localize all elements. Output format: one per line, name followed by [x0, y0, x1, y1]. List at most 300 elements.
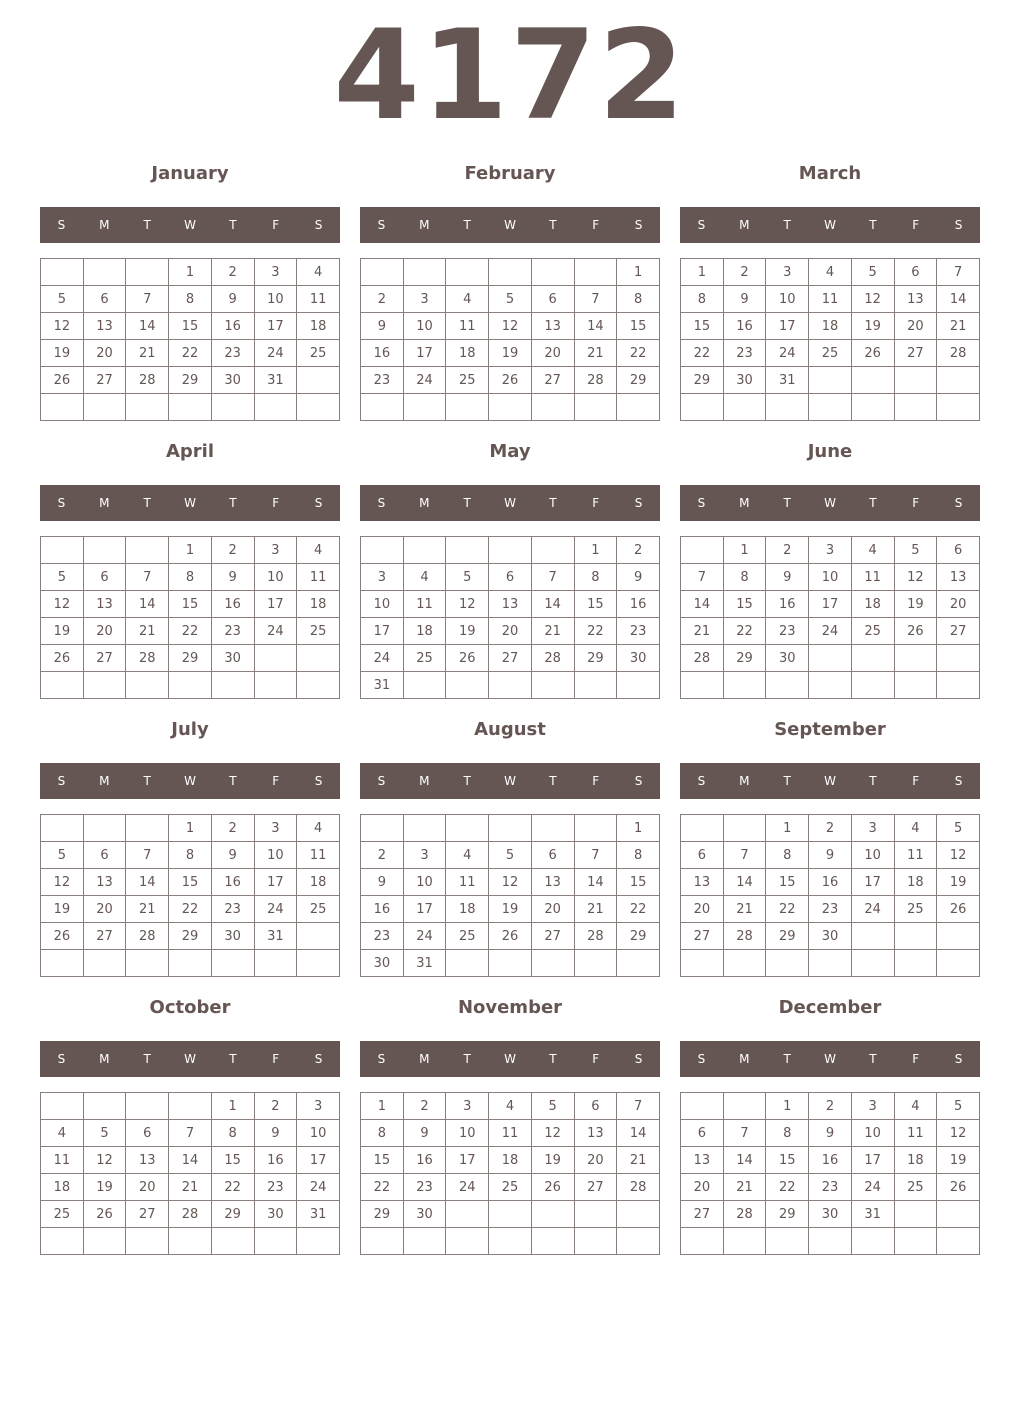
day-cell: 3 — [766, 259, 809, 286]
day-cell: 18 — [809, 313, 852, 340]
day-cell: 28 — [574, 367, 617, 394]
day-cell: 6 — [83, 286, 126, 313]
day-cell: 14 — [681, 591, 724, 618]
day-cell: 24 — [851, 896, 894, 923]
day-cell: 27 — [681, 923, 724, 950]
weekday-header: T — [783, 496, 791, 510]
day-cell: 28 — [937, 340, 980, 367]
empty-day-cell — [681, 672, 724, 699]
empty-day-cell — [809, 645, 852, 672]
day-cell: 30 — [211, 367, 254, 394]
day-cell: 27 — [83, 645, 126, 672]
day-cell: 29 — [361, 1201, 404, 1228]
empty-day-cell — [446, 1228, 489, 1255]
day-cell: 6 — [681, 1120, 724, 1147]
empty-day-cell — [361, 1228, 404, 1255]
day-cell: 7 — [574, 842, 617, 869]
day-cell: 2 — [809, 815, 852, 842]
day-cell: 27 — [489, 645, 532, 672]
day-cell: 4 — [446, 842, 489, 869]
day-cell: 2 — [723, 259, 766, 286]
day-cell: 12 — [489, 313, 532, 340]
weekday-header: T — [549, 218, 557, 232]
day-cell: 14 — [574, 869, 617, 896]
day-cell: 27 — [681, 1201, 724, 1228]
day-cell: 19 — [851, 313, 894, 340]
weekday-header-bar — [40, 763, 340, 799]
day-cell: 18 — [403, 618, 446, 645]
weekday-header: M — [419, 1052, 430, 1066]
day-cell: 2 — [766, 537, 809, 564]
day-cell: 21 — [531, 618, 574, 645]
day-cell: 27 — [531, 367, 574, 394]
empty-day-cell — [83, 1228, 126, 1255]
week-row — [361, 1147, 660, 1174]
day-cell: 29 — [169, 367, 212, 394]
weekday-header: F — [912, 774, 920, 788]
day-cell: 8 — [574, 564, 617, 591]
day-cell: 1 — [361, 1093, 404, 1120]
weekday-header: S — [57, 496, 66, 510]
week-row — [361, 1201, 660, 1228]
day-cell: 21 — [937, 313, 980, 340]
empty-day-cell — [851, 950, 894, 977]
day-cell: 26 — [489, 367, 532, 394]
weekday-header: T — [869, 774, 877, 788]
day-cell: 18 — [297, 869, 340, 896]
day-cell: 4 — [894, 1093, 937, 1120]
empty-day-cell — [489, 1228, 532, 1255]
weekday-header: T — [783, 1052, 791, 1066]
empty-day-cell — [574, 1228, 617, 1255]
day-cell: 13 — [681, 1147, 724, 1174]
day-cell: 17 — [403, 340, 446, 367]
empty-day-cell — [531, 672, 574, 699]
day-cell: 10 — [851, 842, 894, 869]
day-grid — [680, 536, 980, 699]
month-june — [680, 436, 980, 704]
day-cell: 26 — [851, 340, 894, 367]
day-cell: 2 — [617, 537, 660, 564]
day-cell: 15 — [766, 1147, 809, 1174]
empty-day-cell — [489, 815, 532, 842]
day-cell: 16 — [361, 340, 404, 367]
day-cell: 21 — [574, 896, 617, 923]
empty-day-cell — [681, 950, 724, 977]
day-cell: 27 — [937, 618, 980, 645]
day-cell: 1 — [617, 815, 660, 842]
empty-day-cell — [169, 672, 212, 699]
empty-day-cell — [211, 394, 254, 421]
empty-day-cell — [531, 1201, 574, 1228]
day-cell: 6 — [574, 1093, 617, 1120]
day-cell: 25 — [446, 923, 489, 950]
week-row — [41, 1174, 340, 1201]
weekday-header: W — [824, 496, 836, 510]
week-row — [681, 815, 980, 842]
day-cell: 29 — [574, 645, 617, 672]
day-cell: 23 — [361, 367, 404, 394]
empty-day-cell — [489, 672, 532, 699]
day-cell: 7 — [126, 286, 169, 313]
day-cell: 24 — [446, 1174, 489, 1201]
day-cell: 3 — [809, 537, 852, 564]
weekday-header: T — [463, 1052, 471, 1066]
day-cell: 7 — [169, 1120, 212, 1147]
day-cell: 29 — [681, 367, 724, 394]
week-row — [681, 537, 980, 564]
day-cell: 17 — [851, 1147, 894, 1174]
day-cell: 23 — [211, 340, 254, 367]
weekday-header: S — [57, 1052, 66, 1066]
day-cell: 20 — [937, 591, 980, 618]
empty-day-cell — [446, 537, 489, 564]
month-march — [680, 158, 980, 426]
empty-day-cell — [41, 950, 84, 977]
empty-day-cell — [894, 367, 937, 394]
day-cell: 7 — [574, 286, 617, 313]
empty-day-cell — [211, 1228, 254, 1255]
day-cell: 18 — [297, 591, 340, 618]
weekday-header: F — [592, 1052, 600, 1066]
empty-day-cell — [809, 950, 852, 977]
empty-day-cell — [937, 950, 980, 977]
empty-day-cell — [937, 923, 980, 950]
empty-day-cell — [894, 1201, 937, 1228]
empty-day-cell — [851, 923, 894, 950]
empty-day-cell — [766, 950, 809, 977]
empty-day-cell — [851, 1228, 894, 1255]
day-cell: 6 — [894, 259, 937, 286]
day-cell: 26 — [83, 1201, 126, 1228]
day-cell: 10 — [254, 286, 297, 313]
weekday-header: T — [869, 496, 877, 510]
empty-day-cell — [937, 367, 980, 394]
day-cell: 28 — [617, 1174, 660, 1201]
day-cell: 28 — [681, 645, 724, 672]
month-december — [680, 992, 980, 1260]
week-row — [361, 394, 660, 421]
day-cell: 31 — [297, 1201, 340, 1228]
empty-day-cell — [126, 950, 169, 977]
week-row — [681, 591, 980, 618]
day-grid — [360, 258, 660, 421]
day-cell: 14 — [937, 286, 980, 313]
day-cell: 21 — [574, 340, 617, 367]
day-cell: 5 — [489, 286, 532, 313]
week-row — [361, 869, 660, 896]
weekday-header-bar — [40, 207, 340, 243]
weekday-header: S — [954, 496, 963, 510]
day-cell: 10 — [254, 564, 297, 591]
empty-day-cell — [403, 259, 446, 286]
day-cell: 3 — [361, 564, 404, 591]
day-cell: 8 — [617, 842, 660, 869]
week-row — [41, 313, 340, 340]
day-cell: 15 — [681, 313, 724, 340]
day-cell: 15 — [574, 591, 617, 618]
day-cell: 19 — [446, 618, 489, 645]
day-cell: 19 — [531, 1147, 574, 1174]
day-cell: 24 — [254, 340, 297, 367]
day-cell: 19 — [894, 591, 937, 618]
day-cell: 5 — [851, 259, 894, 286]
week-row — [361, 340, 660, 367]
day-cell: 4 — [809, 259, 852, 286]
weekday-header: F — [272, 1052, 280, 1066]
day-cell: 4 — [446, 286, 489, 313]
day-cell: 8 — [723, 564, 766, 591]
day-cell: 13 — [937, 564, 980, 591]
day-cell: 27 — [894, 340, 937, 367]
empty-day-cell — [361, 394, 404, 421]
empty-day-cell — [766, 1228, 809, 1255]
day-cell: 26 — [531, 1174, 574, 1201]
weekday-header: T — [143, 218, 151, 232]
week-row — [681, 618, 980, 645]
day-cell: 21 — [126, 340, 169, 367]
weekday-header-bar — [680, 485, 980, 521]
day-cell: 21 — [126, 618, 169, 645]
day-cell: 31 — [766, 367, 809, 394]
week-row — [361, 537, 660, 564]
day-cell: 22 — [766, 1174, 809, 1201]
day-cell: 20 — [83, 896, 126, 923]
day-cell: 18 — [851, 591, 894, 618]
empty-day-cell — [126, 1228, 169, 1255]
day-cell: 13 — [489, 591, 532, 618]
months-grid — [40, 158, 980, 1260]
empty-day-cell — [851, 672, 894, 699]
week-row — [41, 1228, 340, 1255]
week-row — [681, 672, 980, 699]
day-cell: 20 — [681, 1174, 724, 1201]
empty-day-cell — [531, 1228, 574, 1255]
day-cell: 15 — [169, 313, 212, 340]
day-cell: 23 — [723, 340, 766, 367]
weekday-header: F — [592, 496, 600, 510]
day-cell: 22 — [169, 618, 212, 645]
week-row — [41, 815, 340, 842]
day-cell: 13 — [83, 591, 126, 618]
day-cell: 15 — [617, 869, 660, 896]
day-cell: 5 — [937, 1093, 980, 1120]
empty-day-cell — [681, 394, 724, 421]
weekday-header-bar — [40, 485, 340, 521]
day-cell: 10 — [446, 1120, 489, 1147]
week-row — [41, 923, 340, 950]
day-cell: 17 — [403, 896, 446, 923]
day-cell: 14 — [723, 1147, 766, 1174]
day-cell: 6 — [531, 842, 574, 869]
empty-day-cell — [617, 1201, 660, 1228]
week-row — [41, 340, 340, 367]
day-cell: 13 — [531, 869, 574, 896]
empty-day-cell — [617, 394, 660, 421]
day-cell: 16 — [766, 591, 809, 618]
day-cell: 28 — [169, 1201, 212, 1228]
day-cell: 20 — [894, 313, 937, 340]
empty-day-cell — [937, 394, 980, 421]
weekday-header: S — [954, 1052, 963, 1066]
day-cell: 4 — [41, 1120, 84, 1147]
day-cell: 1 — [766, 1093, 809, 1120]
day-cell: 26 — [489, 923, 532, 950]
day-cell: 21 — [681, 618, 724, 645]
day-cell: 23 — [809, 1174, 852, 1201]
day-cell: 3 — [254, 537, 297, 564]
day-cell: 7 — [723, 842, 766, 869]
day-cell: 5 — [937, 815, 980, 842]
day-cell: 9 — [766, 564, 809, 591]
week-row — [361, 313, 660, 340]
day-cell: 11 — [297, 564, 340, 591]
day-cell: 31 — [254, 367, 297, 394]
day-cell: 5 — [894, 537, 937, 564]
week-row — [41, 645, 340, 672]
month-april — [40, 436, 340, 704]
day-cell: 12 — [531, 1120, 574, 1147]
day-cell: 3 — [851, 1093, 894, 1120]
empty-day-cell — [723, 394, 766, 421]
day-cell: 19 — [83, 1174, 126, 1201]
day-cell: 1 — [574, 537, 617, 564]
day-cell: 20 — [489, 618, 532, 645]
day-cell: 19 — [937, 1147, 980, 1174]
week-row — [681, 1093, 980, 1120]
empty-day-cell — [681, 815, 724, 842]
empty-day-cell — [937, 645, 980, 672]
day-cell: 20 — [126, 1174, 169, 1201]
empty-day-cell — [723, 1093, 766, 1120]
empty-day-cell — [41, 1228, 84, 1255]
day-cell: 9 — [617, 564, 660, 591]
weekday-header: S — [377, 1052, 386, 1066]
empty-day-cell — [489, 394, 532, 421]
day-cell: 20 — [531, 340, 574, 367]
day-cell: 4 — [297, 259, 340, 286]
day-cell: 26 — [937, 1174, 980, 1201]
day-cell: 30 — [809, 923, 852, 950]
empty-day-cell — [41, 1093, 84, 1120]
day-cell: 8 — [169, 286, 212, 313]
weekday-header: M — [739, 218, 750, 232]
day-cell: 17 — [254, 313, 297, 340]
empty-day-cell — [681, 1093, 724, 1120]
month-may — [360, 436, 660, 704]
day-cell: 15 — [169, 869, 212, 896]
day-cell: 3 — [297, 1093, 340, 1120]
day-grid — [680, 814, 980, 977]
empty-day-cell — [297, 950, 340, 977]
day-cell: 14 — [574, 313, 617, 340]
empty-day-cell — [403, 1228, 446, 1255]
day-cell: 7 — [126, 842, 169, 869]
weekday-header: S — [314, 1052, 323, 1066]
month-name: August — [474, 719, 546, 740]
empty-day-cell — [254, 1228, 297, 1255]
weekday-header: F — [272, 218, 280, 232]
empty-day-cell — [809, 394, 852, 421]
day-cell: 4 — [297, 815, 340, 842]
weekday-header: W — [184, 496, 196, 510]
day-cell: 30 — [361, 950, 404, 977]
empty-day-cell — [851, 367, 894, 394]
weekday-header: T — [549, 496, 557, 510]
day-cell: 12 — [83, 1147, 126, 1174]
empty-day-cell — [574, 815, 617, 842]
day-cell: 23 — [361, 923, 404, 950]
week-row — [41, 869, 340, 896]
empty-day-cell — [126, 1093, 169, 1120]
day-cell: 28 — [531, 645, 574, 672]
week-row — [361, 259, 660, 286]
month-october — [40, 992, 340, 1260]
week-row — [681, 1228, 980, 1255]
weekday-header: S — [954, 774, 963, 788]
weekday-header: S — [634, 218, 643, 232]
day-cell: 13 — [894, 286, 937, 313]
day-cell: 12 — [489, 869, 532, 896]
day-cell: 13 — [574, 1120, 617, 1147]
month-january — [40, 158, 340, 426]
day-cell: 29 — [723, 645, 766, 672]
day-cell: 5 — [41, 564, 84, 591]
day-cell: 3 — [403, 286, 446, 313]
week-row — [41, 591, 340, 618]
day-cell: 1 — [723, 537, 766, 564]
day-cell: 18 — [446, 340, 489, 367]
day-cell: 26 — [446, 645, 489, 672]
weekday-header: W — [824, 774, 836, 788]
day-cell: 25 — [297, 896, 340, 923]
empty-day-cell — [41, 259, 84, 286]
empty-day-cell — [126, 537, 169, 564]
week-row — [361, 672, 660, 699]
month-name: December — [778, 997, 882, 1018]
week-row — [681, 869, 980, 896]
weekday-header: W — [184, 218, 196, 232]
weekday-header-bar — [680, 207, 980, 243]
day-cell: 14 — [531, 591, 574, 618]
week-row — [361, 564, 660, 591]
empty-day-cell — [83, 259, 126, 286]
day-grid — [40, 258, 340, 421]
weekday-header-bar — [360, 763, 660, 799]
weekday-header: T — [869, 218, 877, 232]
day-cell: 20 — [83, 618, 126, 645]
week-row — [41, 618, 340, 645]
day-cell: 8 — [169, 564, 212, 591]
day-cell: 16 — [809, 869, 852, 896]
week-row — [41, 896, 340, 923]
day-cell: 8 — [211, 1120, 254, 1147]
week-row — [361, 286, 660, 313]
day-cell: 11 — [894, 1120, 937, 1147]
empty-day-cell — [361, 537, 404, 564]
weekday-header: M — [99, 496, 110, 510]
weekday-header: M — [419, 774, 430, 788]
empty-day-cell — [574, 259, 617, 286]
week-row — [361, 815, 660, 842]
weekday-header: M — [99, 774, 110, 788]
day-cell: 14 — [617, 1120, 660, 1147]
day-cell: 1 — [169, 259, 212, 286]
day-cell: 22 — [681, 340, 724, 367]
empty-day-cell — [41, 394, 84, 421]
weekday-header: W — [184, 774, 196, 788]
day-cell: 31 — [254, 923, 297, 950]
